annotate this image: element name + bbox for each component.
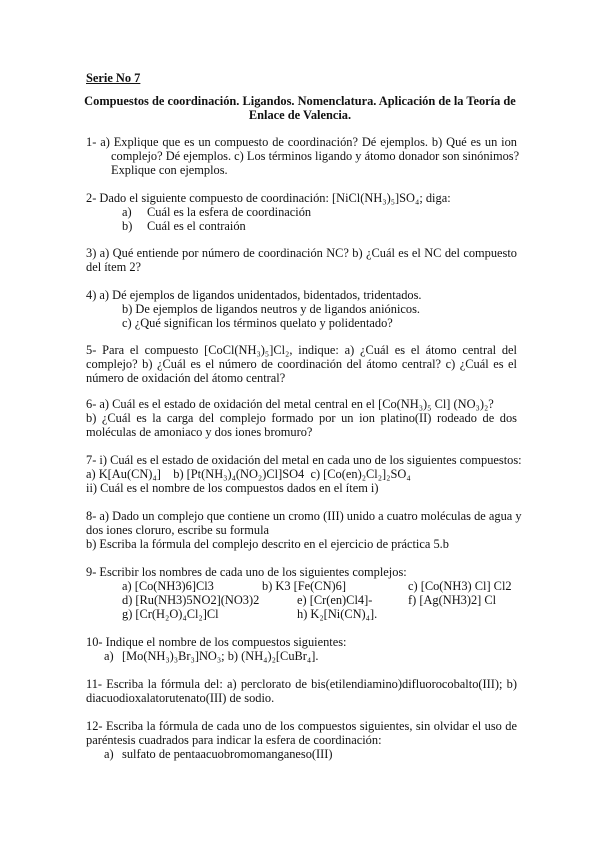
q3-line-2: del ítem 2? [86,260,142,274]
q8-line-1: 8- a) Dado un complejo que contiene un cromo (III) unido a cuatro moléculas de agua y [86,509,522,523]
q5-line-3: número de oxidación del átomo central? [86,371,286,385]
q4-line-2: b) De ejemplos de ligandos neutros y de ligandos aniónicos. [122,302,421,316]
q2-b-marker: b) [122,219,133,233]
q12-a-text: sulfato de pentaacuobromomanganeso(III) [122,747,333,761]
q9-item-a: a) [Co(NH3)6]Cl3 [122,579,214,593]
q6-line-2: b) ¿Cuál es la carga del complejo formado por un ion platino(II) rodeado de dos [86,411,517,425]
q9-item-e: e) [Cr(en)Cl4]- [297,593,373,607]
q9-intro: 9- Escribir los nombres de cada uno de los siguientes complejos: [86,565,407,579]
heading-line-1: Compuestos de coordinación. Ligandos. Nomenclatura. Aplicación de la Teoría de [84,94,516,108]
q9-item-d: d) [Ru(NH3)5NO2](NO3)2 [122,593,260,607]
q6-line-1: 6- a) Cuál es el estado de oxidación del metal central en el [Co(NH₃)₅ Cl] (NO₃)₂? [86,397,494,411]
heading-line-2: Enlace de Valencia. [248,108,352,122]
q7-line-2: a) K[Au(CN)₄] b) [Pt(NH₃)₄(NO₂)Cl]SO4 c) [Co(en)₂Cl₂]₂SO₄ [86,467,411,481]
q12-line-1: 12- Escriba la fórmula de cada uno de los compuestos siguientes, sin olvidar el uso de [86,719,517,733]
q11-line-1: 11- Escriba la fórmula del: a) perclorato de bis(etilendiamino)difluorocobalto(III); b) [86,677,517,691]
q4-line-3: c) ¿Qué significan los términos quelato y polidentado? [122,316,393,330]
q2-intro: 2- Dado el siguiente compuesto de coordinación: [NiCl(NH₃)₅]SO₄; diga: [86,191,451,205]
q8-line-3: b) Escriba la fórmula del complejo descrito en el ejercicio de práctica 5.b [86,537,449,551]
q9-item-f: f) [Ag(NH3)2] Cl [408,593,497,607]
q8-line-2: dos iones cloruro, escribe su formula [86,523,270,537]
q1-line-1: 1- a) Explique que es un compuesto de coordinación? Dé ejemplos. b) Qué es un ion [86,135,517,149]
q10-a-text: [Mo(NH₃)₃Br₃]NO₃; b) (NH₄)₂[CuBr₄]. [122,649,319,663]
q1-line-2: complejo? Dé ejemplos. c) Los términos ligando y átomo donador son sinónimos? [111,149,520,163]
q10-a-marker: a) [104,649,114,663]
q12-a-marker: a) [104,747,114,761]
q10-intro: 10- Indique el nombre de los compuestos siguientes: [86,635,347,649]
q4-line-1: 4) a) Dé ejemplos de ligandos unidentados, bidentados, tridentados. [86,288,422,302]
q9-item-b: b) K3 [Fe(CN)6] [262,579,346,593]
q2-a-text: Cuál es la esfera de coordinación [147,205,312,219]
q7-line-3: ii) Cuál es el nombre de los compuestos dados en el ítem i) [86,481,379,495]
q9-item-g: g) [Cr(H₂O)₄Cl₂]Cl [122,607,219,621]
q2-b-text: Cuál es el contraión [147,219,246,233]
q3-line-1: 3) a) Qué entiende por número de coordinación NC? b) ¿Cuál es el NC del compuesto [86,246,517,260]
q5-line-1: 5- Para el compuesto [CoCl(NH₃)₅]Cl₂, indique: a) ¿Cuál es el átomo central del [86,343,517,357]
q1-line-3: Explique con ejemplos. [111,163,228,177]
q11-line-2: diacuodioxalatorutenato(III) de sodio. [86,691,275,705]
q9-item-c: c) [Co(NH3) Cl] Cl2 [408,579,512,593]
q7-line-1: 7- i) Cuál es el estado de oxidación del metal en cada uno de los siguientes compuestos: [86,453,522,467]
q6-line-3: moléculas de amoniaco y dos iones bromuro? [86,425,313,439]
q9-item-h: h) K₂[Ni(CN)₄]. [297,607,378,621]
q12-line-2: paréntesis cuadrados para indicar la esfera de coordinación: [86,733,382,747]
q5-line-2: complejo? b) ¿Cuál es el número de coordinación del átomo central? c) ¿Cuál es el [86,357,517,371]
q2-a-marker: a) [122,205,132,219]
page-title: Serie No 7 [86,71,141,85]
